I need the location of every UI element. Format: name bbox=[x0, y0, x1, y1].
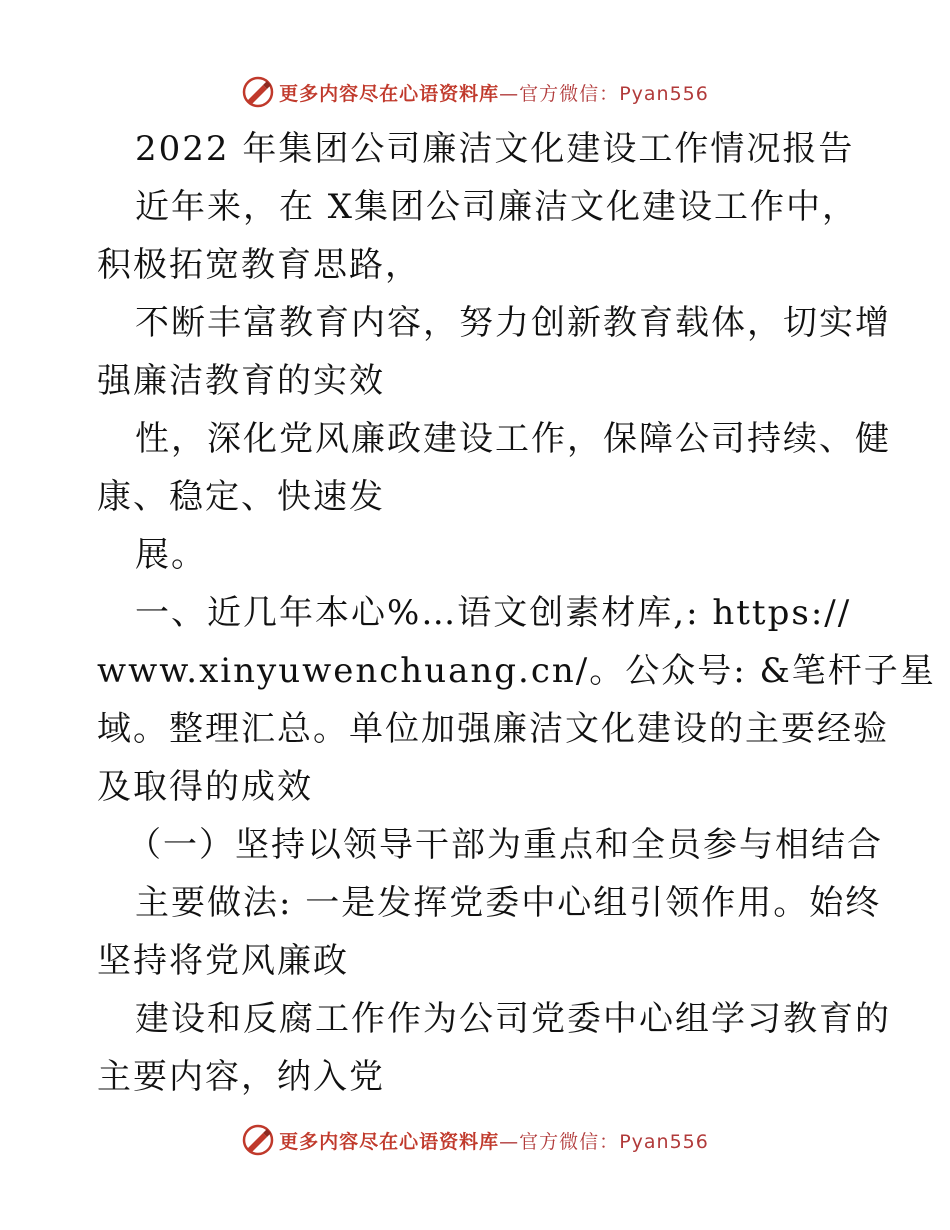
watermark-dash: — bbox=[499, 1130, 520, 1153]
paragraph-line: 强廉洁教育的实效 bbox=[97, 361, 385, 401]
watermark-banner-bottom bbox=[0, 1120, 950, 1160]
paragraph-line: 康、稳定、快速发 bbox=[97, 477, 385, 517]
watermark-dash: — bbox=[499, 82, 520, 105]
watermark-text bbox=[279, 79, 709, 106]
paragraph-line: 域。整理汇总。单位加强廉洁文化建设的主要经验 bbox=[97, 709, 889, 749]
section-heading: 一、近几年本心%…语文创素材库,: https:// bbox=[135, 593, 852, 633]
paragraph-line: 坚持将党风廉政 bbox=[97, 941, 349, 981]
watermark-brand: 更多内容尽在心语资料库 bbox=[279, 82, 500, 105]
watermark-text bbox=[279, 1127, 709, 1154]
document-body bbox=[97, 120, 936, 1106]
paragraph-line: 建设和反腐工作作为公司党委中心组学习教育的 bbox=[135, 999, 891, 1039]
paragraph-line: 及取得的成效 bbox=[97, 767, 313, 807]
paragraph-line: 不断丰富教育内容，努力创新教育载体，切实增 bbox=[135, 303, 891, 343]
document-title: 2022 年集团公司廉洁文化建设工作情况报告 bbox=[135, 129, 855, 169]
paragraph-line: 主要做法: 一是发挥党委中心组引领作用。始终 bbox=[135, 883, 882, 923]
paragraph-line: www.xinyuwenchuang.cn/。公众号: &笔杆子星 bbox=[97, 651, 936, 691]
watermark-wechat-id: Pyan556 bbox=[619, 1130, 709, 1153]
paragraph-line: 主要内容，纳入党 bbox=[97, 1057, 385, 1097]
pen-logo-icon bbox=[241, 75, 275, 109]
watermark-wechat-id: Pyan556 bbox=[619, 82, 709, 105]
subsection-heading: （一）坚持以领导干部为重点和全员参与相结合 bbox=[127, 825, 883, 865]
watermark-banner-top bbox=[0, 72, 950, 112]
paragraph-line: 性，深化党风廉政建设工作，保障公司持续、健 bbox=[135, 419, 891, 459]
watermark-label: 官方微信： bbox=[519, 1130, 620, 1153]
watermark-brand: 更多内容尽在心语资料库 bbox=[279, 1130, 500, 1153]
paragraph-line: 积极拓宽教育思路， bbox=[97, 245, 421, 285]
watermark-label: 官方微信： bbox=[519, 82, 620, 105]
paragraph-line: 近年来，在 X集团公司廉洁文化建设工作中， bbox=[135, 187, 859, 227]
pen-logo-icon bbox=[241, 1123, 275, 1157]
paragraph-line: 展。 bbox=[135, 535, 207, 575]
